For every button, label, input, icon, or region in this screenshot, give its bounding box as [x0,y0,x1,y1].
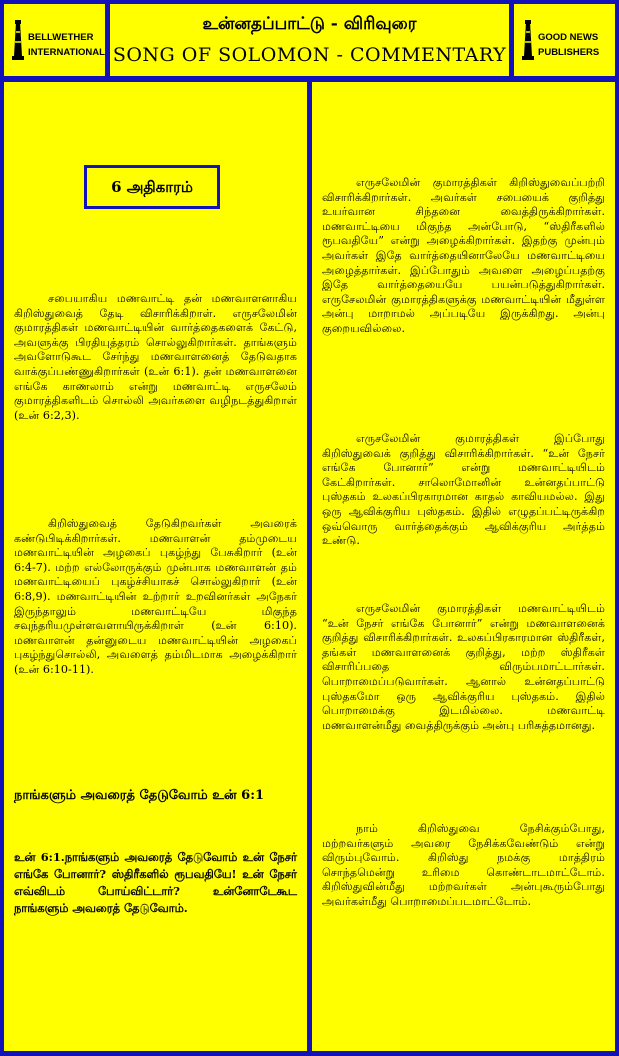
right-paragraph-3 [322,602,605,733]
right-paragraph-4-text: நாம் கிறிஸ்துவை நேசிக்கும்போது, மற்றவர்களும் அவரை நேசிக்கவேண்டும் என்று விரும்புவோம். கிறிஸ்து நமக்கு மாத்திரம் சொந்தமென்று உரிமை கொண்டாடமாட்டோம். கிறிஸ்துவின்மீது மற்றவர்கள் அன்புகூரும்போது அவர்கள்மீது பொறாமைப்படமாட்டோம். [322,822,605,908]
title-tamil: உன்னதப்பாட்டு - விரிவுரை [202,14,417,34]
right-logo-line1: GOOD NEWS [538,32,599,43]
header-title-panel [110,4,509,76]
right-paragraph-4 [322,822,605,910]
lighthouse-icon [10,20,26,60]
right-paragraph-2 [322,432,605,549]
left-logo-line1: BELLWETHER [28,32,94,43]
verse-text-content: உன் 6:1.நாங்களும் அவரைத் தேடுவோம் உன் நேசர் எங்கே போனார்? ஸ்திரீகளில் ரூபவதியே! உன் நேசர் எவ்விடம் போய்விட்டார்? உன்னோடேகூட நாங்களும் அவரைத் தேடுவோம். [14,850,297,915]
right-paragraph-1 [322,176,605,337]
verse-text [14,849,297,917]
right-logo-line2: PUBLISHERS [538,47,600,58]
chapter-label: 6 அதிகாரம் [84,165,220,209]
right-column [312,82,615,1051]
section-heading: நாங்களும் அவரைத் தேடுவோம் உன் 6:1 [14,788,265,803]
bellwether-logo [8,14,103,68]
left-paragraph-2-text: கிறிஸ்துவைத் தேடுகிறவர்கள் அவரைக் கண்டுபிடிக்கிறார்கள். மணவாளன் தம்முடைய மணவாட்டியின் அழகைப் புகழ்ந்து பேசுகிறார் (உன் 6:4-7). மற்ற எல்லோருக்கும் முன்பாக மணவாளன் தம் மணவாட்டியைப் புகழ்ச்சியாகச் சொல்லுகிறார் (உன் 6:8,9). மணவாட்டியின் உற்றார் உறவினர்கள் அநேகர் இருந்தாலும் மணவாட்டியே மிகுந்த சவுந்தரியமுள்ளவளாயிருக்கிறாள் (உன் 6:10). மணவாளன் தன்னுடைய மணவாட்டியின் அழகைப் புகழ்ந்துசொல்லி, அவளைத் தம்மிடமாக அழைக்கிறார் (உன் 6:10-11). [14,517,297,676]
header-left-panel [4,4,105,76]
right-paragraph-3-text: எருசலேமின் குமாரத்திகள் மணவாட்டியிடம் “உன் நேசர் எங்கே போனார்” என்று மணவாளனைக் குறித்து விசாரிக்கிறார்கள். உலகப்பிரகாரமான ஸ்திரீகள், தங்கள் மணவாளனைக் குறித்து, மற்ற ஸ்திரீகள் விசாரிப்பதை விரும்பமாட்டார்கள். பொறாமைப்படுவார்கள். ஆனால் உன்னதப்பாட்டு புஸ்தகமோ ஒரு ஆவிக்குரிய புஸ்தகம். இதில் பொறாமைக்கு இடமில்லை. மணவாட்டி மணவாளன்மீது வைத்திருக்கும் அன்பு பரிசுத்தமானது. [322,602,605,732]
title-english: SONG OF SOLOMON - COMMENTARY [112,44,507,66]
lighthouse-icon [520,20,536,60]
left-paragraph-1-text: சபையாகிய மணவாட்டி தன் மணவாளனாகிய கிறிஸ்துவைத் தேடி விசாரிக்கிறாள். எருசலேமின் குமாரத்திகள் மணவாட்டியின் வார்த்தைகளைக் கேட்டு, அவளுக்கு பிரதியுத்தரம் சொல்லுகிறார்கள். தாங்களும் அவளோடுகூட சேர்ந்து மணவாளனைத் தேடுவதாக வாக்குப்பண்ணுகிறார்கள் (உன் 6:1). தன் மணவாளனை எங்கே காணலாம் என்று மணவாட்டி எருசலேம் குமாரத்திகளிடம் சொல்லி அவர்களை வழிநடத்துகிறாள் (உன் 6:2,3). [14,292,297,422]
left-paragraph-2 [14,517,297,678]
left-logo-line2: INTERNATIONAL [28,47,105,58]
good-news-logo [518,14,613,68]
header-right-panel [514,4,615,76]
right-paragraph-2-text: எருசலேமின் குமாரத்திகள் இப்போது கிறிஸ்துவைக் குறித்து விசாரிக்கிறார்கள். “உன் நேசர் எங்கே போனார்” என்று மணவாட்டியிடம் கேட்கிறார்கள். சாலொமோனின் உன்னதப்பாட்டு புஸ்தகம் உலகப்பிரகாரமான காதல் காவியமல்ல. இது ஒரு ஆவிக்குரிய புஸ்தகம். இதில் எழுதப்பட்டிருக்கிற ஒவ்வொரு வார்த்தைக்கும் ஆவிக்குரிய அர்த்தம் உண்டு. [322,432,605,548]
left-paragraph-1 [14,292,297,423]
left-column [4,82,307,1051]
right-paragraph-1-text: எருசலேமின் குமாரத்திகள் கிறிஸ்துவைப்பற்றி விசாரிக்கிறார்கள். அவர்கள் சபையைக் குறித்து உயர்வான சிந்தனை வைத்திருக்கிறார்கள். மணவாட்டியை மிகுந்த அன்போடு, “ஸ்திரீகளில் ரூபவதியே” என்று அழைக்கிறார்கள். இதற்கு முன்பும் அவர்கள் இதே வார்த்தையினாலேயே மணவாட்டியை அழைத்தார்கள். இப்போதும் அவளை அழைப்பதற்கு இதே வார்த்தையையே பயன்படுத்துகிறார்கள். எருசேலமின் குமாரத்திகளுக்கு மணவாட்டியின் மீதுள்ள அன்பு மாறாமல் அப்படியே இருக்கிறது. அன்பு குறையவில்லை. [322,176,605,335]
